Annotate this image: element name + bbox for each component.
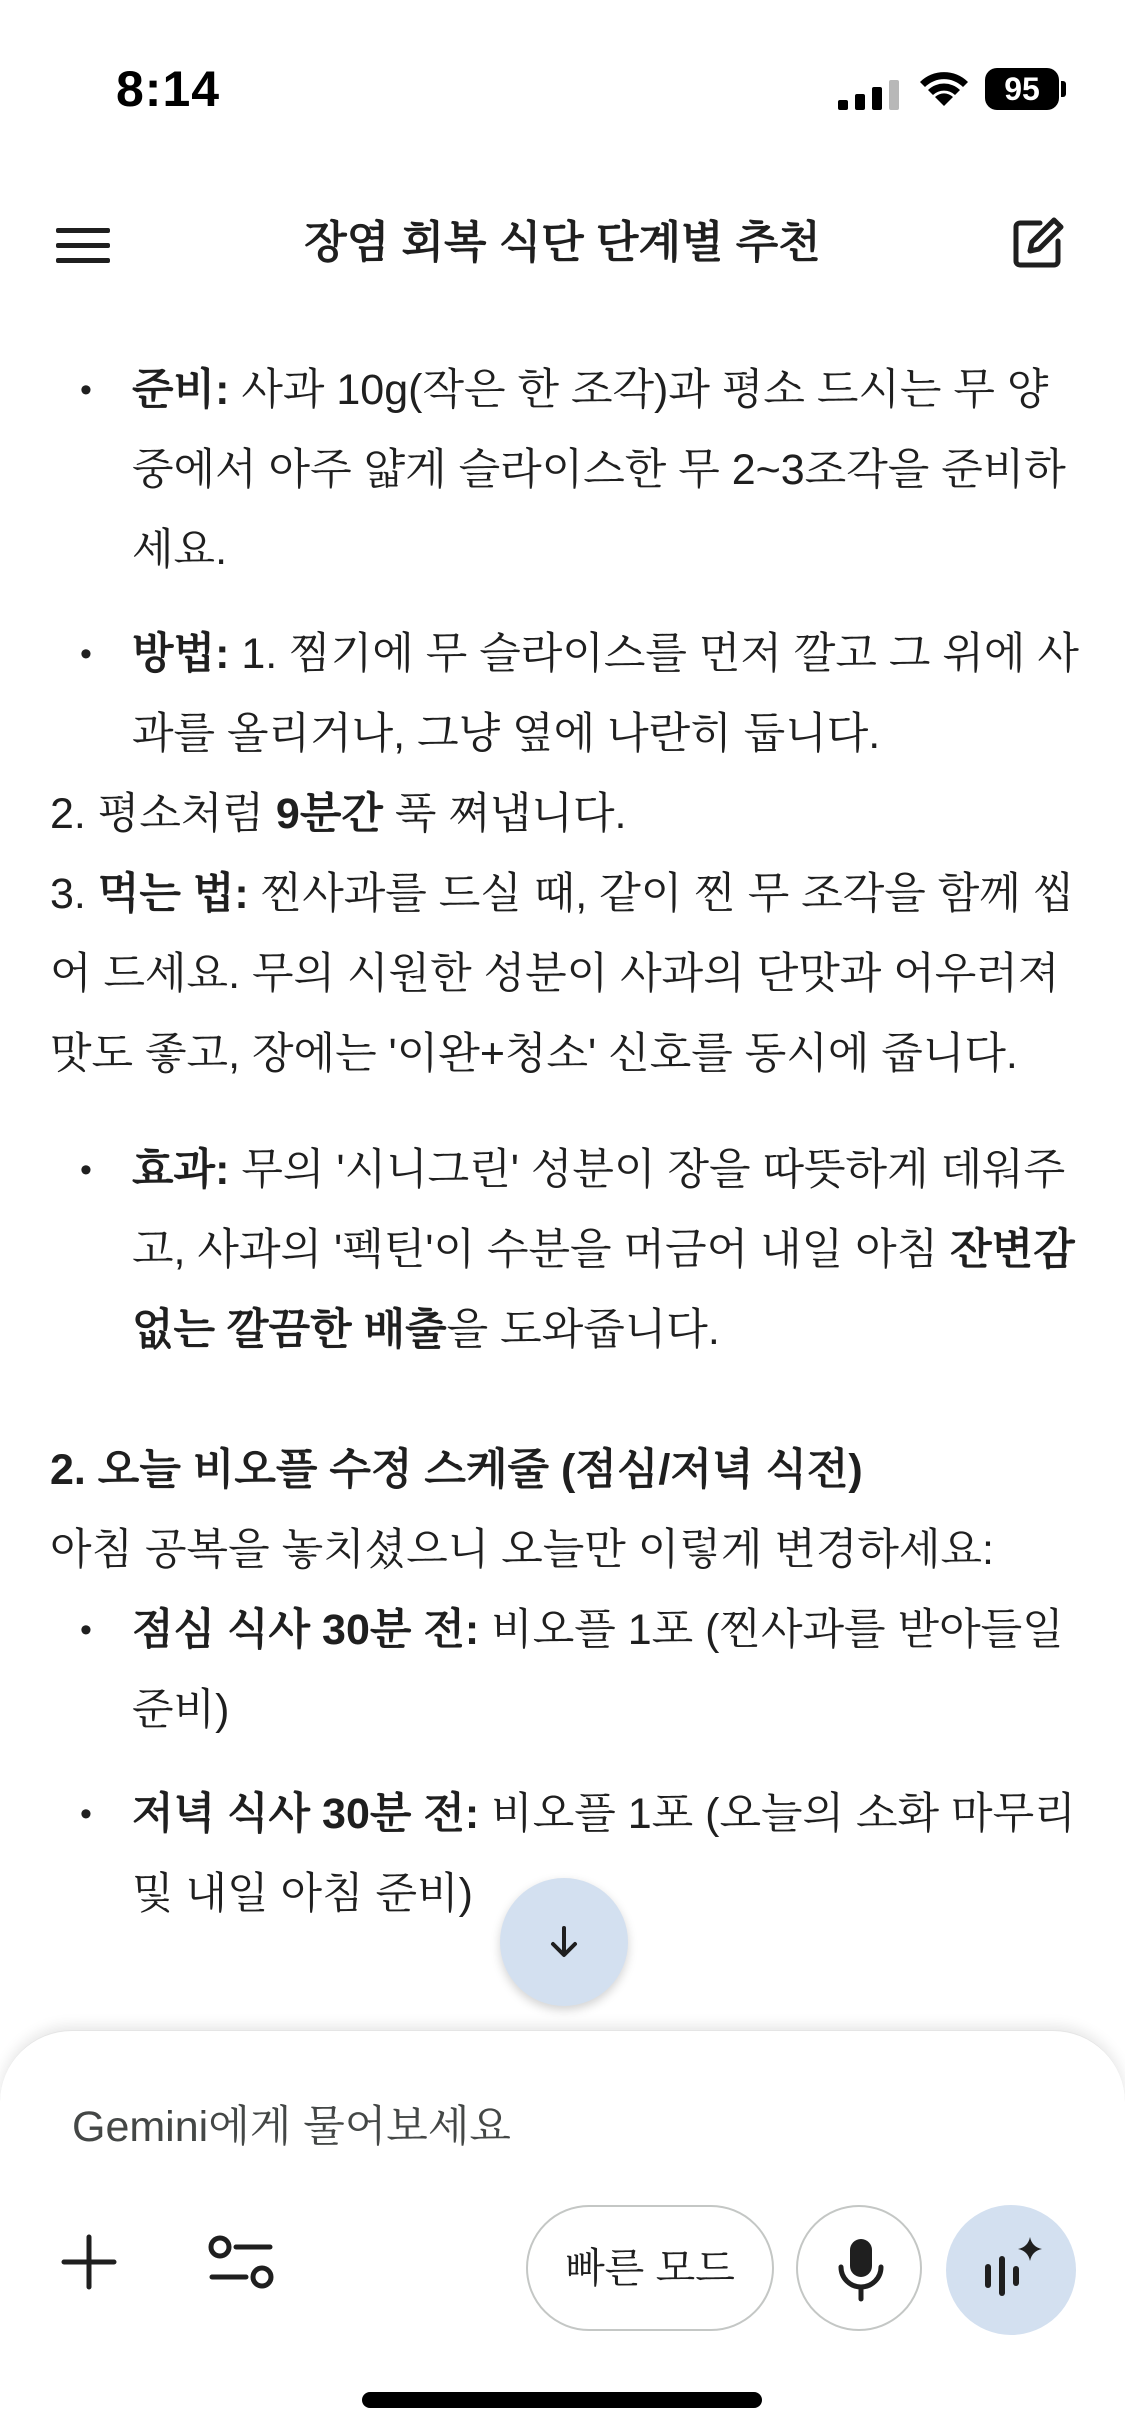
mic-icon bbox=[836, 2237, 886, 2303]
edit-icon[interactable] bbox=[1010, 215, 1066, 271]
tools-icon[interactable] bbox=[206, 2231, 276, 2295]
step-2: 2. 평소처럼 9분간 푹 쪄냅니다. bbox=[50, 790, 627, 838]
mic-button[interactable] bbox=[796, 2205, 922, 2331]
response-content bbox=[50, 350, 1085, 1934]
menu-icon[interactable] bbox=[54, 216, 112, 274]
app-header bbox=[0, 190, 1125, 300]
prompt-input[interactable]: Gemini에게 물어보세요 bbox=[72, 2103, 511, 2151]
list-item-lunch: • 점심 식사 30분 전: 비오플 1포 (찐사과를 받아들일 준비) bbox=[50, 1590, 1085, 1750]
section-heading: 2. 오늘 비오플 수정 스케줄 (점심/저녁 식전) bbox=[50, 1446, 863, 1494]
list-item-method: • 방법: 1. 찜기에 무 슬라이스를 먼저 깔고 그 위에 사과를 올리거나, 그냥 옆에 나란히 둡니다. bbox=[50, 614, 1085, 774]
status-time: 8:14 bbox=[116, 61, 221, 117]
step-3: 3. 먹는 법: 찐사과를 드실 때, 같이 찐 무 조각을 함께 씹어 드세요. 무의 시원한 성분이 사과의 단맛과 어우러져 맛도 좋고, 장에는 '이완+청소' 신호를 동시에 줍니다. bbox=[50, 870, 1075, 1078]
status-bar bbox=[0, 0, 1125, 170]
list-item-dinner: • 저녁 식사 30분 전: 비오플 1포 (오늘의 소화 마무리 및 내일 아침 준비) bbox=[50, 1774, 1085, 1934]
list-item-effect: • 효과: 무의 '시니그린' 성분이 장을 따뜻하게 데워주고, 사과의 '펙틴'이 수분을 머금어 내일 아침 잔변감 없는 깔끔한 배출을 도와줍니다. bbox=[50, 1130, 1085, 1370]
battery-icon bbox=[985, 68, 1065, 110]
live-sparkle-icon bbox=[980, 2235, 1044, 2303]
home-indicator[interactable] bbox=[362, 2392, 762, 2408]
list-item-prep: • 준비: 사과 10g(작은 한 조각)과 평소 드시는 무 양 중에서 아주 얇게 슬라이스한 무 2~3조각을 준비하세요. bbox=[50, 350, 1085, 590]
scroll-down-button[interactable] bbox=[500, 1878, 628, 2006]
fast-mode-button[interactable]: 빠른 모드 bbox=[526, 2205, 774, 2331]
section-intro: 아침 공복을 놓치셨으니 오늘만 이렇게 변경하세요: bbox=[50, 1526, 994, 1574]
live-button[interactable] bbox=[946, 2205, 1076, 2335]
battery-level: 95 bbox=[1004, 71, 1040, 107]
prompt-panel bbox=[0, 2030, 1125, 2436]
plus-icon[interactable] bbox=[58, 2231, 120, 2293]
chat-title[interactable]: 장염 회복 식단 단계별 추천 bbox=[304, 218, 821, 267]
wifi-icon bbox=[918, 66, 970, 108]
arrow-down-icon bbox=[544, 1922, 584, 1962]
signal-icon bbox=[838, 80, 900, 110]
